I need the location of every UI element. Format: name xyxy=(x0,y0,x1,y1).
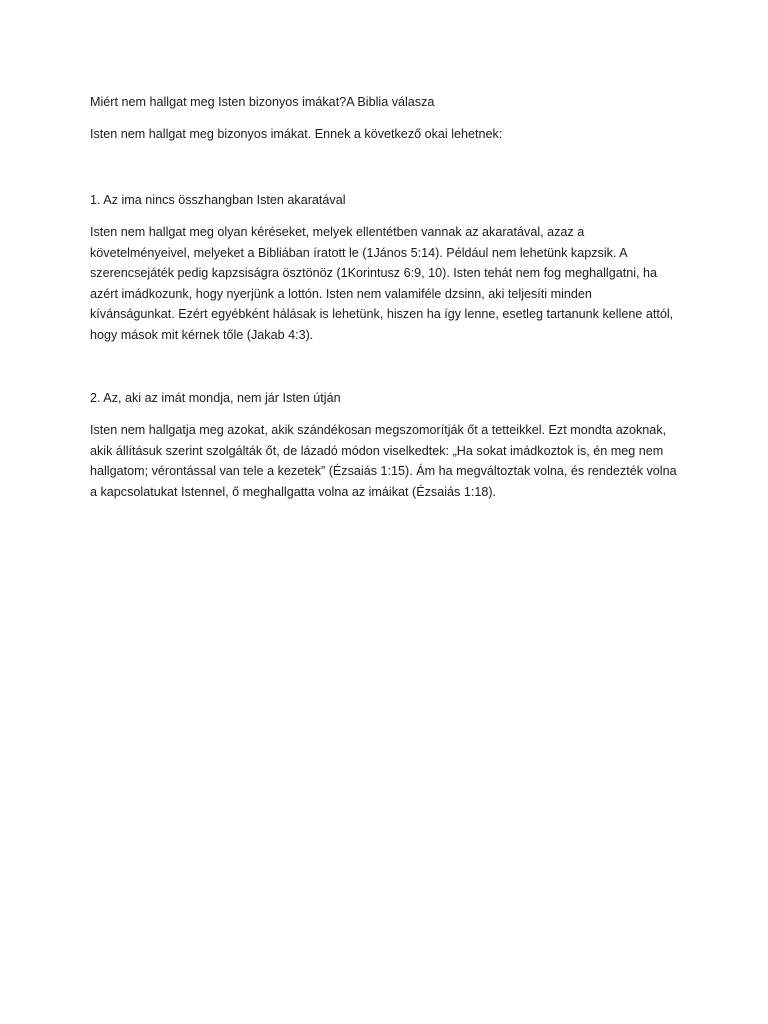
section-2-heading: 2. Az, aki az imát mondja, nem jár Isten útján xyxy=(90,391,341,405)
paragraph-line: a kapcsolatukat Istennel, ő meghallgatta volna az imáikat (Ézsaiás 1:18). xyxy=(90,484,497,499)
paragraph-line: Isten nem hallgat meg olyan kéréseket, melyek ellentétben vannak az akaratával, azaz a xyxy=(90,225,585,239)
section-2-paragraph xyxy=(90,420,677,502)
paragraph-line: hogy mások mit kérnek tőle (Jakab 4:3). xyxy=(90,327,314,342)
section-1-paragraph xyxy=(90,222,673,345)
paragraph-line: akik állításuk szerint szolgálták őt, de lázadó módon viselkedtek: „Ha sokat imádkoztok is, én meg nem xyxy=(90,443,664,458)
paragraph-line: kívánságunkat. Ezért egyébként hálásak is lehetünk, hiszen ha így lenne, esetleg tartanunk kellene attól, xyxy=(90,307,674,321)
intro-paragraph: Isten nem hallgat meg bizonyos imákat. Ennek a következő okai lehetnek: xyxy=(90,127,503,141)
paragraph-line: követelményeivel, melyeket a Bibliában íratott le (1János 5:14). Például nem lehetünk kapzsik. A xyxy=(90,245,628,260)
section-1-heading: 1. Az ima nincs összhangban Isten akaratával xyxy=(90,193,346,207)
paragraph-line: Isten nem hallgatja meg azokat, akik szándékosan megszomorítják őt a tetteikkel. Ezt mondta azoknak, xyxy=(90,423,667,437)
document-title: Miért nem hallgat meg Isten bizonyos imákat?A Biblia válasza xyxy=(90,95,435,109)
paragraph-line: szerencsejáték pedig kapzsiságra ösztönöz (1Korintusz 6:9, 10). Isten tehát nem fog meghallgatni, ha xyxy=(90,266,658,280)
paragraph-line: hallgatom; vérontással van tele a kezetek” (Ézsaiás 1:15). Ám ha megváltoztak volna, és rendezték volna xyxy=(90,464,677,478)
paragraph-line: azért imádkozunk, hogy nyerjünk a lottón. Isten nem valamiféle dzsinn, aki teljesíti minden xyxy=(90,286,592,301)
